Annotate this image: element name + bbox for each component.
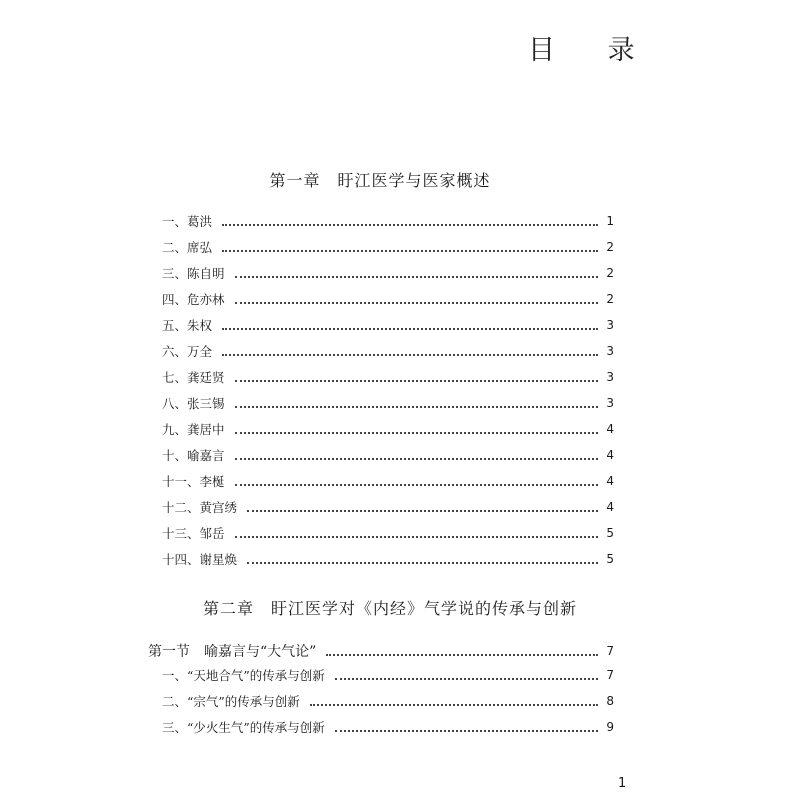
toc-row[interactable]	[162, 718, 614, 736]
toc-entry-label: 六、万全	[162, 344, 213, 359]
toc-entry-label: 十、喻嘉言	[162, 448, 225, 463]
toc-row[interactable]	[162, 446, 614, 464]
toc-entry-page: 3	[606, 344, 614, 358]
toc-row[interactable]	[162, 394, 614, 412]
dot-leader	[247, 561, 598, 564]
page-title: 目 录	[528, 35, 657, 66]
dot-leader	[222, 327, 598, 330]
toc-entry-page: 2	[606, 292, 614, 306]
dot-leader	[335, 729, 599, 732]
dot-leader	[222, 353, 598, 356]
toc-row[interactable]	[162, 692, 614, 710]
toc-row[interactable]	[162, 498, 614, 516]
toc-entry-label: 四、危亦林	[162, 292, 225, 307]
toc-entry-label: 一、“天地合气”的传承与创新	[162, 668, 325, 683]
dot-leader	[235, 483, 599, 486]
toc-entry-label: 十三、邹岳	[162, 526, 225, 541]
dot-leader	[247, 509, 598, 512]
toc-row[interactable]	[162, 420, 614, 438]
toc-entry-page: 3	[606, 318, 614, 332]
toc-row[interactable]	[162, 666, 614, 684]
dot-leader	[235, 405, 599, 408]
toc-row[interactable]	[162, 342, 614, 360]
toc-entry-page: 2	[606, 240, 614, 254]
toc-entry-label: 二、“宗气”的传承与创新	[162, 694, 300, 709]
toc-entry-label: 一、葛洪	[162, 214, 213, 229]
toc-row[interactable]	[162, 264, 614, 282]
dot-leader	[235, 379, 599, 382]
toc-entry-label: 八、张三锡	[162, 396, 225, 411]
toc-row[interactable]	[162, 238, 614, 256]
toc-entry-page: 4	[606, 422, 614, 436]
chapter-1-title: 第一章 盱江医学与医家概述	[269, 171, 491, 190]
toc-section-row[interactable]	[148, 642, 614, 660]
dot-leader	[310, 703, 599, 706]
dot-leader	[335, 677, 599, 680]
toc-section-label: 第一节 喻嘉言与“大气论”	[148, 644, 317, 660]
toc-entry-label: 三、“少火生气”的传承与创新	[162, 720, 325, 735]
toc-section-page: 7	[606, 644, 614, 658]
dot-leader	[222, 249, 598, 252]
toc-entry-label: 十一、李梴	[162, 474, 225, 489]
toc-entry-page: 8	[606, 694, 614, 708]
toc-entry-label: 三、陈自明	[162, 266, 225, 281]
toc-row[interactable]	[162, 316, 614, 334]
toc-row[interactable]	[162, 550, 614, 568]
toc-entry-page: 4	[606, 474, 614, 488]
dot-leader	[235, 301, 599, 304]
page-number: 1	[618, 776, 627, 791]
toc-entry-label: 五、朱权	[162, 318, 213, 333]
toc-entry-label: 十四、谢星焕	[162, 552, 238, 567]
toc-entry-page: 3	[606, 370, 614, 384]
toc-entry-page: 1	[606, 214, 614, 228]
dot-leader	[235, 431, 599, 434]
toc-entry-page: 4	[606, 448, 614, 462]
toc-entry-page: 5	[606, 526, 614, 540]
toc-entry-label: 九、龚居中	[162, 422, 225, 437]
toc-entry-page: 2	[606, 266, 614, 280]
toc-row[interactable]	[162, 368, 614, 386]
dot-leader	[235, 457, 599, 460]
toc-row[interactable]	[162, 290, 614, 308]
dot-leader	[235, 275, 599, 278]
toc-entry-label: 七、龚廷贤	[162, 370, 225, 385]
toc-row[interactable]	[162, 472, 614, 490]
toc-entry-label: 二、席弘	[162, 240, 213, 255]
dot-leader	[222, 223, 598, 226]
toc-entry-page: 5	[606, 552, 614, 566]
dot-leader	[326, 653, 598, 656]
chapter-2-title: 第二章 盱江医学对《内经》气学说的传承与创新	[202, 599, 577, 618]
dot-leader	[235, 535, 599, 538]
toc-entry-label: 十二、黄宫绣	[162, 500, 238, 515]
toc-entry-page: 7	[606, 668, 614, 682]
toc-entry-page: 3	[606, 396, 614, 410]
toc-entry-page: 9	[606, 720, 614, 734]
toc-entry-page: 4	[606, 500, 614, 514]
toc-row[interactable]	[162, 212, 614, 230]
toc-row[interactable]	[162, 524, 614, 542]
